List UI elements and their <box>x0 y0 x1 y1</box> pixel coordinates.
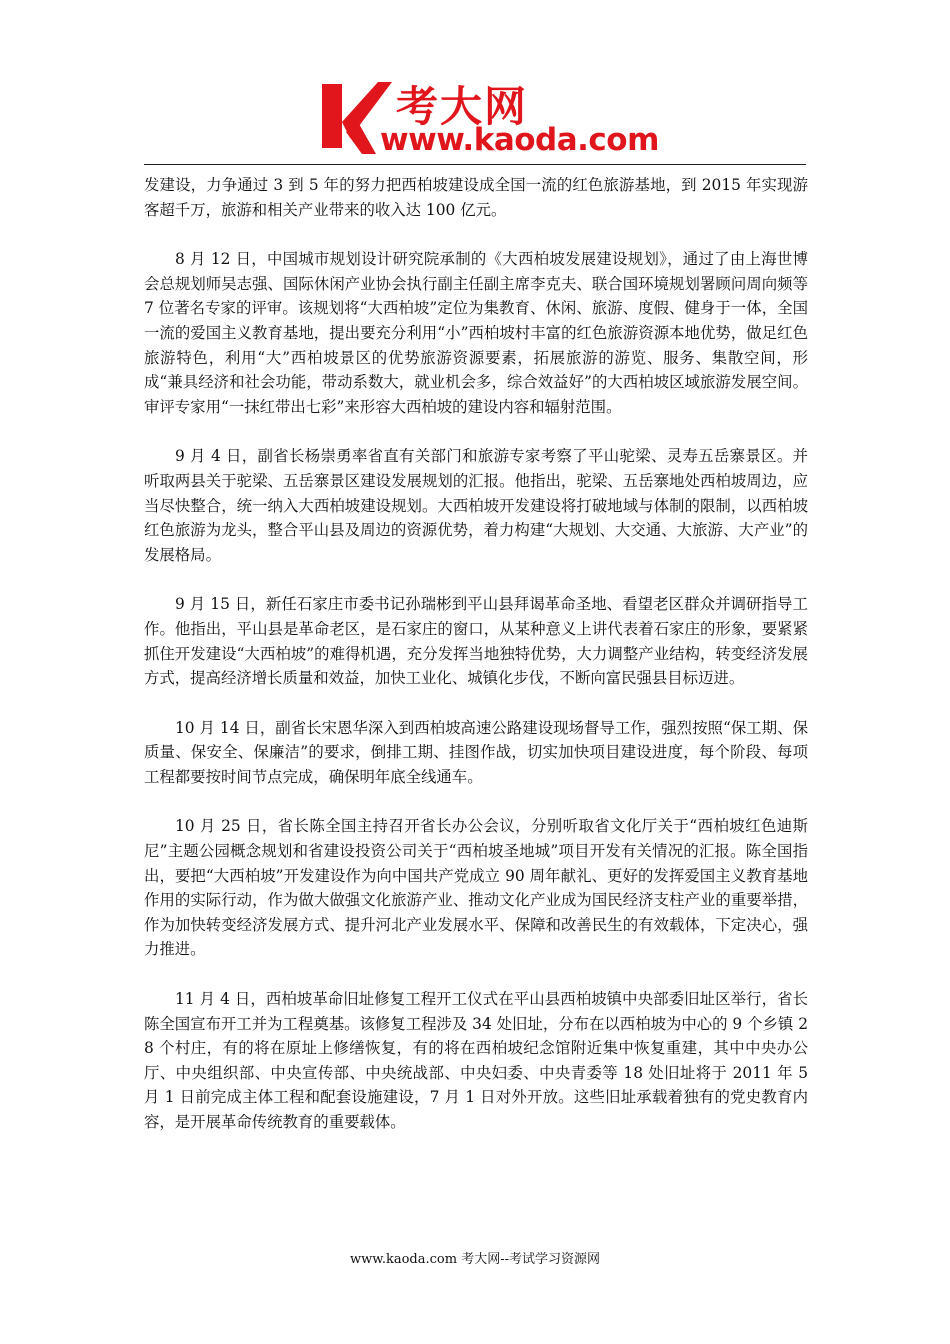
site-logo <box>316 78 659 160</box>
paragraph: 发建设，力争通过 3 到 5 年的努力把西柏坡建设成全国一流的红色旅游基地，到 2015 年实现游客超千万，旅游和相关产业带来的收入达 100 亿元。 <box>144 176 808 219</box>
header-divider <box>144 164 806 165</box>
logo-title: 考大网 <box>396 82 529 131</box>
paragraph: 8 月 12 日，中国城市规划设计研究院承制的《大西柏坡发展建设规划》，通过了由上海世博会总规划师吴志强、国际休闲产业协会执行副主任副主席李克夫、联合国环境规划署顾问周向频等 7 位著名专家的评审。该规划将“大西柏坡”定位为集教育、休闲、旅游、度假、健身于一体，全国一流的爱国主义教育基地，提出要充分利用“小”西柏坡村丰富的红色旅游资源本地优势，做足红色旅游特色，利用“大”西柏坡景区的优势旅游资源要素，拓展旅游的游览、服务、集散空间，形成“兼具经济和社会功能，带动系数大，就业机会多，综合效益好”的大西柏坡区域旅游发展空间。审评专家用“一抹红带出七彩”来形容大西柏坡的建设内容和辐射范围。 <box>144 250 808 416</box>
page-footer: www.kaoda.com 考大网--考试学习资源网 <box>350 1252 600 1267</box>
paragraph: 9 月 15 日，新任石家庄市委书记孙瑞彬到平山县拜谒革命圣地、看望老区群众并调研指导工作。他指出，平山县是革命老区，是石家庄的窗口，从某种意义上讲代表着石家庄的形象，要紧紧抓住开发建设“大西柏坡”的难得机遇，充分发挥当地独特优势，大力调整产业结构，转变经济发展方式，提高经济增长质量和效益，加快工业化、城镇化步伐，不断向富民强县目标迈进。 <box>144 595 808 688</box>
paragraph: 9 月 4 日，副省长杨崇勇率省直有关部门和旅游专家考察了平山驼梁、灵寿五岳寨景区。并听取两县关于驼梁、五岳寨景区建设发展规划的汇报。他指出，驼梁、五岳寨地处西柏坡周边，应当尽快整合，统一纳入大西柏坡建设规划。大西柏坡开发建设将打破地域与体制的限制，以西柏坡红色旅游为龙头，整合平山县及周边的资源优势，着力构建“大规划、大交通、大旅游、大产业”的发展格局。 <box>144 447 808 564</box>
article-body <box>144 173 808 1160</box>
paragraph: 11 月 4 日，西柏坡革命旧址修复工程开工仪式在平山县西柏坡镇中央部委旧址区举行，省长陈全国宣布开工并为工程奠基。该修复工程涉及 34 处旧址，分布在以西柏坡为中心的 9 个乡镇 28 个村庄，有的将在原址上修缮恢复，有的将在西柏坡纪念馆附近集中恢复重建，其中中央办公厅、中央组织部、中央宣传部、中央统战部、中央妇委、中央青委等 18 处旧址将于 2011 年 5 月 1 日前完成主体工程和配套设施建设，7 月 1 日对外开放。这些旧址承载着独有的党史教育内容，是开展革命传统教育的重要载体。 <box>144 990 808 1131</box>
paragraph: 10 月 25 日，省长陈全国主持召开省长办公会议，分别听取省文化厅关于“西柏坡红色迪斯尼”主题公园概念规划和省建设投资公司关于“西柏坡圣地城”项目开发有关情况的汇报。陈全国指出，要把“大西柏坡”开发建设作为向中国共产党成立 90 周年献礼、更好的发挥爱国主义教育基地作用的实际行动，作为做大做强文化旅游产业、推动文化产业成为国民经济支柱产业的重要举措，作为加快转变经济发展方式、提升河北产业发展水平、保障和改善民生的有效载体，下定决心，强力推进。 <box>144 817 808 959</box>
logo-url: www.kaoda.com <box>380 122 659 158</box>
paragraph: 10 月 14 日，副省长宋恩华深入到西柏坡高速公路建设现场督导工作，强烈按照“保工期、保质量、保安全、保廉洁”的要求，倒排工期、挂图作战，切实加快项目建设进度，每个阶段、每项工程都要按时间节点完成，确保明年底全线通车。 <box>144 718 808 786</box>
